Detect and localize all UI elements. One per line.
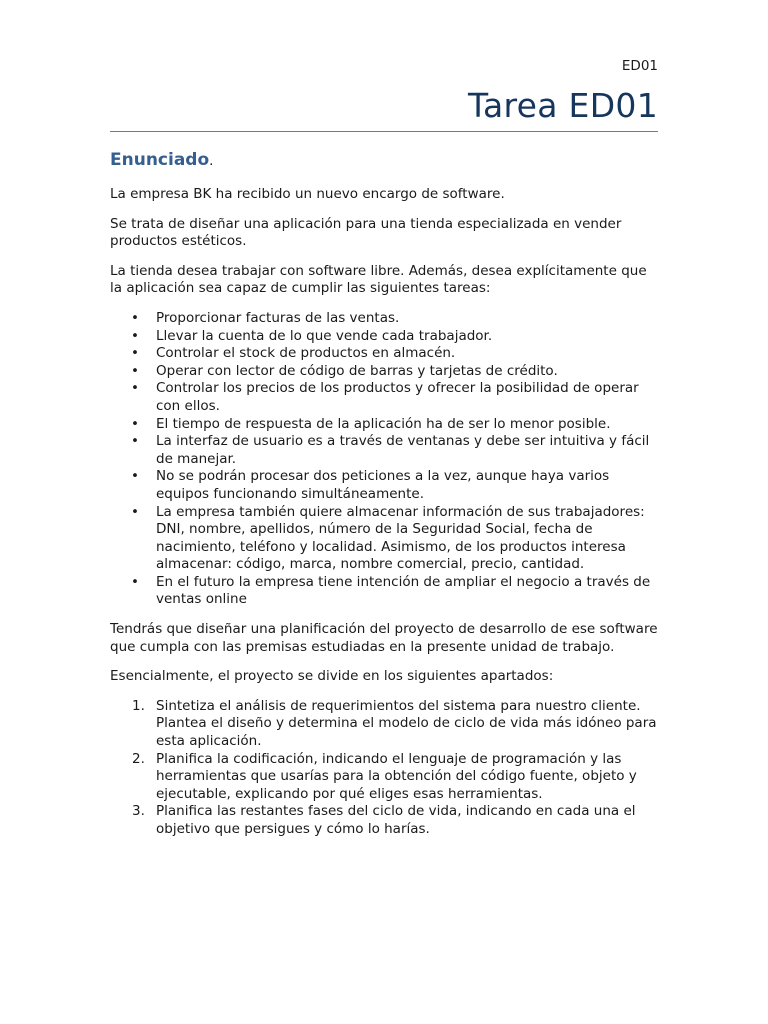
step-number: 1. — [132, 697, 145, 714]
intro-paragraph: La tienda desea trabajar con software libre. Además, desea explícitamente que la aplicación sea capaz de cumplir las siguientes tareas: — [110, 262, 647, 297]
intro-paragraph: Se trata de diseñar una aplicación para una tienda especializada en vender productos estéticos. — [110, 215, 622, 250]
requirement-item: • En el futuro la empresa tiene intención de ampliar el negocio a través de ventas online — [110, 574, 658, 609]
title-divider — [110, 131, 658, 132]
section-heading — [110, 148, 658, 173]
header-doc-code: ED01 — [621, 58, 658, 74]
requirement-item: • Controlar los precios de los productos y ofrecer la posibilidad de operar con ellos. — [110, 380, 658, 415]
project-steps-list — [110, 698, 658, 839]
section-heading-text: Enunciado — [110, 150, 210, 170]
step-text: Planifica las restantes fases del ciclo de vida, indicando en cada una el objetivo que persigues y cómo lo harías. — [156, 803, 636, 837]
requirement-item: • Controlar el stock de productos en almacén. — [110, 345, 658, 363]
project-step-item — [110, 751, 658, 804]
requirement-item: • Proporcionar facturas de las ventas. — [110, 310, 658, 328]
section-heading-period: . — [209, 153, 214, 169]
body-paragraph: Esencialmente, el proyecto se divide en los siguientes apartados: — [110, 668, 554, 685]
requirement-item: • Operar con lector de código de barras y tarjetas de crédito. — [110, 363, 658, 381]
step-text: Planifica la codificación, indicando el lenguaje de programación y las herramientas que usarías para la obtención del código fuente, objeto y ejecutable, explicando por qué eliges esas herramientas. — [156, 750, 637, 802]
step-number: 3. — [132, 803, 145, 820]
requirement-item: • La interfaz de usuario es a través de ventanas y debe ser intuitiva y fácil de manejar. — [110, 433, 658, 468]
intro-paragraph: La empresa BK ha recibido un nuevo encargo de software. — [110, 186, 505, 202]
project-step-item — [110, 803, 658, 838]
document-page — [110, 0, 658, 1024]
page-title: Tarea ED01 — [467, 86, 658, 125]
requirement-item: • El tiempo de respuesta de la aplicación ha de ser lo menor posible. — [110, 416, 658, 434]
step-text: Sintetiza el análisis de requerimientos del sistema para nuestro cliente. Plantea el diseño y determina el modelo de ciclo de vida más idóneo para esta aplicación. — [156, 697, 657, 750]
requirement-item: • Llevar la cuenta de lo que vende cada trabajador. — [110, 328, 658, 346]
project-step-item — [110, 698, 658, 751]
requirements-list — [110, 310, 658, 609]
step-number: 2. — [132, 750, 145, 767]
requirement-item: • La empresa también quiere almacenar información de sus trabajadores: DNI, nombre, apellidos, número de la Seguridad Social, fecha de nacimiento, teléfono y localidad. Asimismo, de los productos interesa almacenar: código, marca, nombre comercial, precio, cantidad. — [110, 504, 658, 574]
body-paragraph: Tendrás que diseñar una planificación del proyecto de desarrollo de ese software que cumpla con las premisas estudiadas en la presente unidad de trabajo. — [110, 621, 658, 655]
requirement-item: • No se podrán procesar dos peticiones a la vez, aunque haya varios equipos funcionando simultáneamente. — [110, 468, 658, 503]
document-body — [110, 148, 658, 839]
